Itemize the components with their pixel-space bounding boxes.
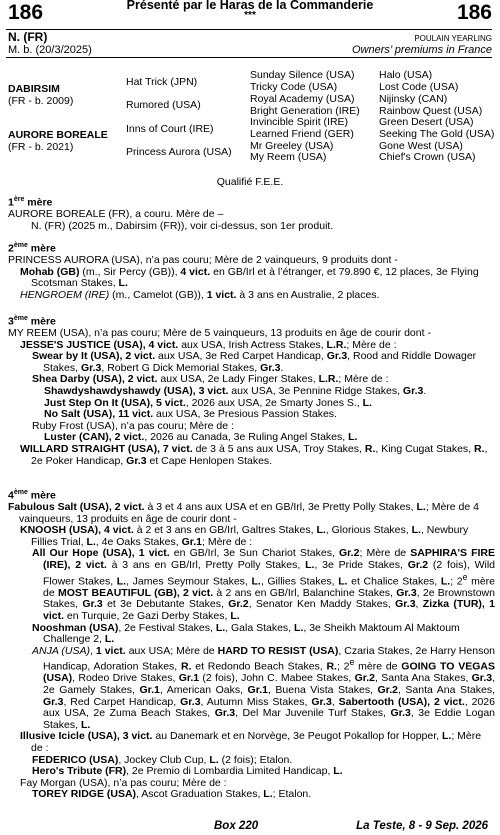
fourth-dam-text-7: FEDERICO (USA), Jockey Club Cup, L. (2 fois); Etalon. <box>32 753 293 766</box>
pedigree-gen3-8: My Reem (USA) <box>250 151 327 163</box>
pedigree-gen4-6: Seeking The Gold (USA) <box>379 128 495 140</box>
header-rule-bottom <box>6 57 492 58</box>
fourth-dam-text-5: ANJA (USA), 1 vict. aux USA; Mère de HARD TO RESIST (USA), Czaria Stakes, 2e Harry Henson Handicap, Adoration Stakes, R. et Redondo Beach Stakes, R.; 2e mère de GOING TO VEGAS (USA), Rodeo Drive Stakes, Gr.1 (2 fois), John C. Mabee Stakes, Gr.2, Santa Ana Stakes, Gr.3, 2e Gamely Stakes, Gr.1, American Oaks, Gr.1, Buena Vista Stakes, Gr.2, Santa Ana Stakes, Gr.3, Red Carpet Handicap, Gr.3, Autumn Miss Stakes, Gr.3, Sabertooth (USA), 2 vict., 2026 aux USA, 2e Zuma Beach Stakes, Gr.3, Del Mar Juvenile Turf Stakes, Gr.3, 3e Eddie Logan Stakes, L. <box>32 644 496 731</box>
pedigree-gen4-2: Lost Code (USA) <box>379 81 459 93</box>
pedigree-gen3-5: Invincible Spirit (IRE) <box>250 116 349 128</box>
pedigree-gen3-2: Tricky Code (USA) <box>250 81 338 93</box>
third-dam-text-7: No Salt (USA), 11 vict. aux USA, 3e Presious Passion Stakes. <box>44 408 337 421</box>
fourth-dam-text-2: KNOOSH (USA), 4 vict. à 2 et 3 ans en GB/Irl, Galtres Stakes, L., Glorious Stakes, L., Newbury Fillies Trial, L., 4e Oaks Stakes, Gr.1; Mère de : <box>20 524 469 548</box>
third-dam-text-10: WILLARD STRAIGHT (USA), 7 vict. de 3 à 5 ans aux USA, Troy Stakes, R., King Cugat Stakes, R., 2e Poker Handicap, Gr.3 et Cape Henlopen Stakes. <box>20 443 488 467</box>
third-dam-text-2: JESSE'S JUSTICE (USA), 4 vict. aux USA, Irish Actress Stakes, L.R.; Mère de : <box>20 338 397 351</box>
footer-sale: La Teste, 8 - 9 Sep. 2026 <box>356 820 488 832</box>
fourth-dam-text-9: Fay Morgan (USA), n’a pas couru; Mère de : <box>20 776 227 789</box>
second-dam-text-3: HENGROEM (IRE) (m., Camelot (GB)), 1 vict. à 3 ans en Australie, 2 places. <box>20 288 380 301</box>
third-dam-text-9: Luster (CAN), 2 vict., 2026 au Canada, 3e Ruling Angel Stakes, L. <box>44 431 358 444</box>
presenter-stars: *** <box>244 10 256 21</box>
sire-info: (FR - b. 2009) <box>8 95 74 107</box>
fourth-dam-text-10: TOREY RIDGE (USA), Ascot Graduation Stakes, L.; Etalon. <box>32 788 312 801</box>
pedigree-gen3-1: Sunday Silence (USA) <box>250 69 355 81</box>
section-heading-1ere-mere: 1ère mère <box>8 196 53 209</box>
dam-name: AURORE BOREALE <box>8 129 108 141</box>
fourth-dam-section <box>8 487 495 801</box>
third-dam-section <box>8 313 495 467</box>
header-rule-top <box>6 29 492 30</box>
section-heading-3eme-mere: 3ème mère <box>8 315 56 328</box>
lot-number-left: 186 <box>8 1 44 24</box>
pedigree-gen4-7: Gone West (USA) <box>379 140 463 152</box>
pedigree-gen2-1: Hat Trick (JPN) <box>126 76 198 88</box>
horse-sex-birth: M. b. (20/3/2025) <box>8 44 92 56</box>
pedigree-gen4-8: Chief's Crown (USA) <box>379 151 476 163</box>
third-dam-text-8: Ruby Frost (USA), n’a pas couru; Mère de : <box>32 419 234 432</box>
sire-name: DABIRSIM <box>8 83 60 95</box>
horse-name: N. (FR) <box>8 30 48 44</box>
third-dam-text-3: Swear by It (USA), 2 vict. aux USA, 3e Red Carpet Handicap, Gr.3, Rood and Riddle Dowager Stakes, Gr.3, Robert G Dick Memorial Stakes, Gr.3. <box>32 350 477 374</box>
first-dam-text-1: AURORE BOREALE (FR), a couru. Mère de – <box>8 208 224 221</box>
first-dam-text-2: N. (FR) (2025 m., Dabirsim (FR)), voir ci-dessus, son 1er produit. <box>31 219 334 232</box>
third-dam-text-4: Shea Darby (USA), 2 vict. aux USA, 2e Lady Finger Stakes, L.R.; Mère de : <box>32 373 389 386</box>
third-dam-text-5: Shawdyshawdyshawdy (USA), 3 vict. aux USA, 3e Pennine Ridge Stakes, Gr.3. <box>44 385 427 398</box>
horse-category: POULAIN YEARLING <box>414 34 492 43</box>
fourth-dam-text-4: Nooshman (USA), 2e Festival Stakes, L., Gala Stakes, L., 3e Sheikh Maktoum Al Maktoum Challenge 2, L. <box>32 621 460 646</box>
lot-number-right: 186 <box>456 1 492 24</box>
footer-box: Box 220 <box>214 820 259 832</box>
fourth-dam-text-3: All Our Hope (USA), 1 vict. en GB/Irl, 3e Sun Chariot Stakes, Gr.2; Mère de SAPHIRA'S FIRE (IRE), 2 vict. à 3 ans en GB/Irl, Pretty Polly Stakes, L., 3e Pride Stakes, Gr.2 (2 fois), Wild Flower Stakes, L., James Seymour Stakes, L., Gillies Stakes, L. et Chalice Stakes, L.; 2e mère de MOST BEAUTIFUL (GB), 2 vict. à 2 ans en GB/Irl, Balanchine Stakes, Gr.3, 2e Brownstown Stakes, Gr.3 et 3e Debutante Stakes, Gr.2, Senator Ken Maddy Stakes, Gr.3, Zizka (TUR), 1 vict. en Turquie, 2e Gazi Derby Stakes, L. <box>32 547 495 622</box>
section-heading-2eme-mere: 2ème mère <box>8 242 56 255</box>
pedigree-gen4-3: Nijinsky (CAN) <box>379 93 448 105</box>
pedigree-gen4-4: Rainbow Quest (USA) <box>379 105 483 117</box>
fourth-dam-text-8: Hero's Tribute (FR), 2e Premio di Lombardia Limited Handicap, L. <box>32 765 343 778</box>
fourth-dam-text-6: Illusive Icicle (USA), 3 vict. au Danemark et en Norvège, 3e Peugot Pokallop for Hopper, L.; Mère de : <box>20 730 482 754</box>
second-dam-section <box>8 240 495 301</box>
dam-info: (FR - b. 2021) <box>8 141 74 153</box>
first-dam-section <box>8 194 495 232</box>
third-dam-text-1: MY REEM (USA), n’a pas couru; Mère de 5 vainqueurs, 13 produits en âge de courir dont - <box>8 327 431 340</box>
qualification-note: Qualifié F.E.E. <box>216 176 284 188</box>
pedigree-gen2-2: Rumored (USA) <box>126 99 201 111</box>
pedigree-gen2-3: Inns of Court (IRE) <box>126 123 214 135</box>
section-heading-4eme-mere: 4ème mère <box>8 489 56 502</box>
owners-premiums: Owners’ premiums in France <box>352 44 492 56</box>
pedigree-gen3-3: Royal Academy (USA) <box>250 93 355 105</box>
second-dam-text-1: PRINCESS AURORA (USA), n’a pas couru; Mère de 2 vainqueurs, 9 produits dont - <box>8 254 398 267</box>
pedigree-gen4-1: Halo (USA) <box>379 69 433 81</box>
second-dam-text-2: Mohab (GB) (m., Sir Percy (GB)), 4 vict. en GB/Irl et à l’étranger, et 79.890 €, 12 places, 3e Flying Scotsman Stakes, L. <box>20 265 479 290</box>
pedigree-gen3-6: Learned Friend (GER) <box>250 128 354 140</box>
pedigree-gen4-5: Green Desert (USA) <box>379 116 474 128</box>
pedigree-gen2-4: Princess Aurora (USA) <box>126 146 232 158</box>
pedigree-gen3-7: Mr Greeley (USA) <box>250 140 334 152</box>
fourth-dam-text-1: Fabulous Salt (USA), 2 vict. à 3 et 4 ans aux USA et en GB/Irl, 3e Pretty Polly Stakes, L.; Mère de 4 vainqueurs, 13 produits en âge de courir dont - <box>8 501 479 525</box>
presenter-line: Présenté par le Haras de la Commanderie <box>126 0 374 12</box>
pedigree-gen3-4: Bright Generation (IRE) <box>250 105 360 117</box>
third-dam-text-6: Just Step On It (USA), 5 vict., 2026 aux USA, 2e Smarty Jones S., L. <box>44 396 372 409</box>
